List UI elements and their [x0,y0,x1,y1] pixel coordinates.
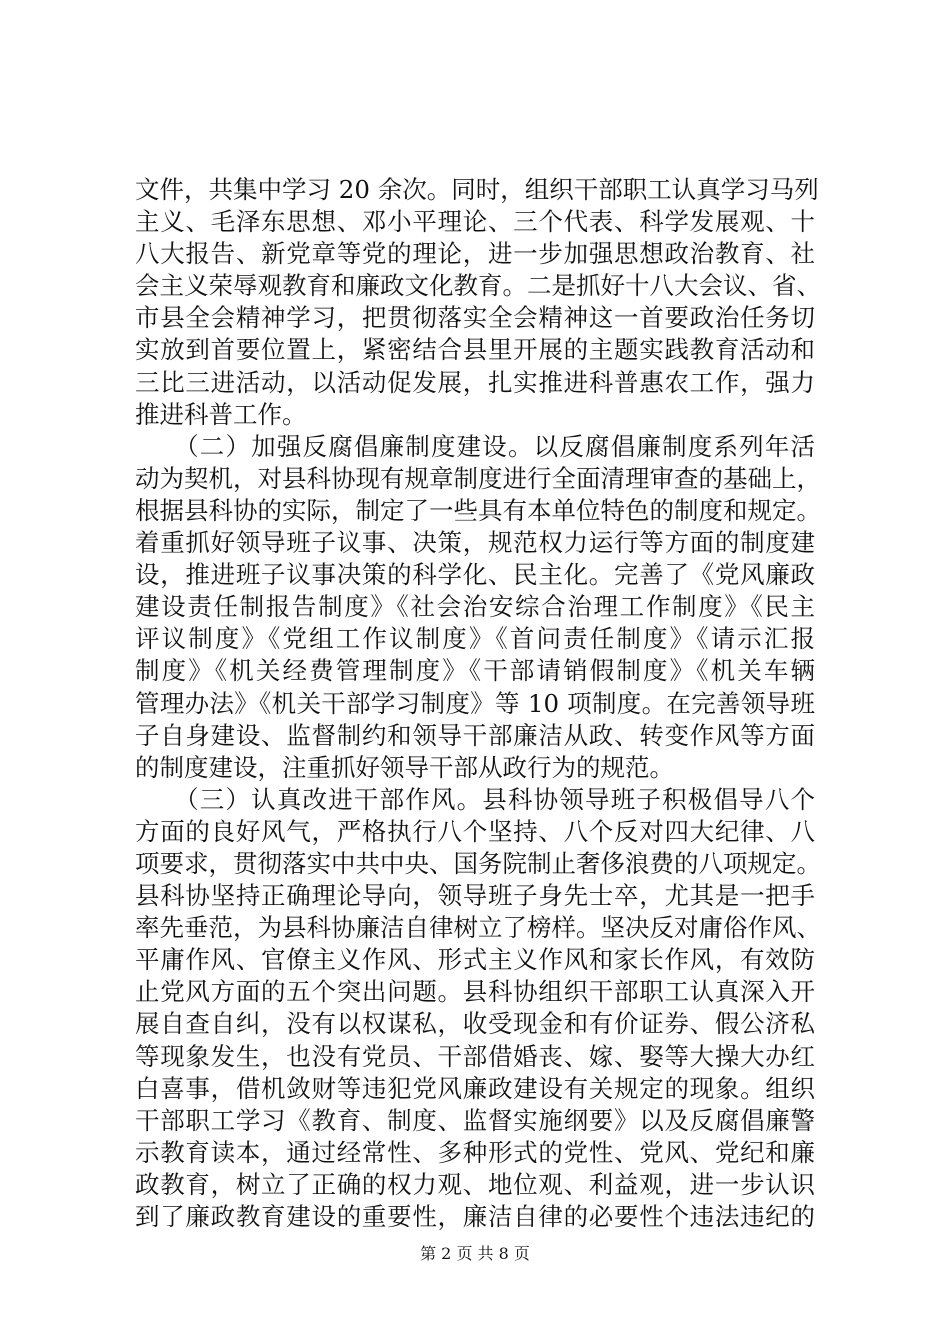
text-line: 干部职工学习《教育、制度、监督实施纲要》以及反腐倡廉警 [135,1105,815,1135]
text-line: 三比三进活动，以活动促发展，扎实推进科普惠农工作，强力 [135,367,815,397]
text-line: 主义、毛泽东思想、邓小平理论、三个代表、科学发展观、十 [135,207,815,237]
text-line: 着重抓好领导班子议事、决策，规范权力运行等方面的制度建 [135,528,815,558]
text-line: 文件，共集中学习 20 余次。同时，组织干部职工认真学习马列 [135,175,819,204]
text-line: 实放到首要位置上，紧密结合县里开展的主题实践教育活动和 [135,335,815,365]
text-line: 方面的良好风气，严格执行八个坚持、八个反对四大纪律、八 [135,816,815,846]
text-line: 到了廉政教育建设的重要性，廉洁自律的必要性个违法违纪的 [135,1202,815,1231]
text-line: 白喜事，借机敛财等违犯党风廉政建设有关规定的现象。组织 [135,1073,815,1103]
text-line: 政教育，树立了正确的权力观、地位观、利益观，进一步认识 [135,1169,815,1199]
text-line: 会主义荣辱观教育和廉政文化教育。二是抓好十八大会议、省、 [135,271,821,301]
text-line: （二）加强反腐倡廉制度建设。以反腐倡廉制度系列年活 [135,431,815,461]
text-line: 建设责任制报告制度》《社会治安综合治理工作制度》《民主 [135,592,815,622]
text-line: 展自查自纠，没有以权谋私，收受现金和有价证券、假公济私 [135,1009,815,1039]
text-line: 等现象发生，也没有党员、干部借婚丧、嫁、娶等大操大办红 [135,1041,815,1071]
text-line: 制度》《机关经费管理制度》《干部请销假制度》《机关车辆 [135,656,815,686]
text-line: 市县全会精神学习，把贯彻落实全会精神这一首要政治任务切 [135,303,815,333]
text-line: 县科协坚持正确理论导向，领导班子身先士卒，尤其是一把手 [135,881,815,911]
text-line: 推进科普工作。 [135,399,307,429]
text-line: 项要求，贯彻落实中共中央、国务院制止奢侈浪费的八项规定。 [135,848,821,878]
text-line: 动为契机，对县科协现有规章制度进行全面清理审查的基础上， [135,463,821,493]
text-line: 示教育读本，通过经常性、多种形式的党性、党风、党纪和廉 [135,1137,815,1167]
text-line: 的制度建设，注重抓好领导干部从政行为的规范。 [135,752,674,782]
text-line: 八大报告、新党章等党的理论，进一步加强思想政治教育、社 [135,239,815,269]
text-line: 平庸作风、官僚主义作风、形式主义作风和家长作风，有效防 [135,945,815,975]
page-footer: 第 2 页 共 8 页 [420,1244,530,1263]
text-line: 子自身建设、监督制约和领导干部廉洁从政、转变作风等方面 [135,720,815,750]
text-line: 管理办法》《机关干部学习制度》等 10 项制度。在完善领导班 [135,688,815,718]
body-text [135,174,821,1233]
text-line: 评议制度》《党组工作议制度》《首问责任制度》《请示汇报 [135,624,815,654]
text-line: 止党风方面的五个突出问题。县科协组织干部职工认真深入开 [135,977,815,1007]
text-line: 率先垂范，为县科协廉洁自律树立了榜样。坚决反对庸俗作风、 [135,913,821,943]
text-line: 根据县科协的实际，制定了一些具有本单位特色的制度和规定。 [135,495,821,525]
text-line: （三）认真改进干部作风。县科协领导班子积极倡导八个 [135,784,815,814]
text-line: 设，推进班子议事决策的科学化、民主化。完善了《党风廉政 [135,560,815,590]
